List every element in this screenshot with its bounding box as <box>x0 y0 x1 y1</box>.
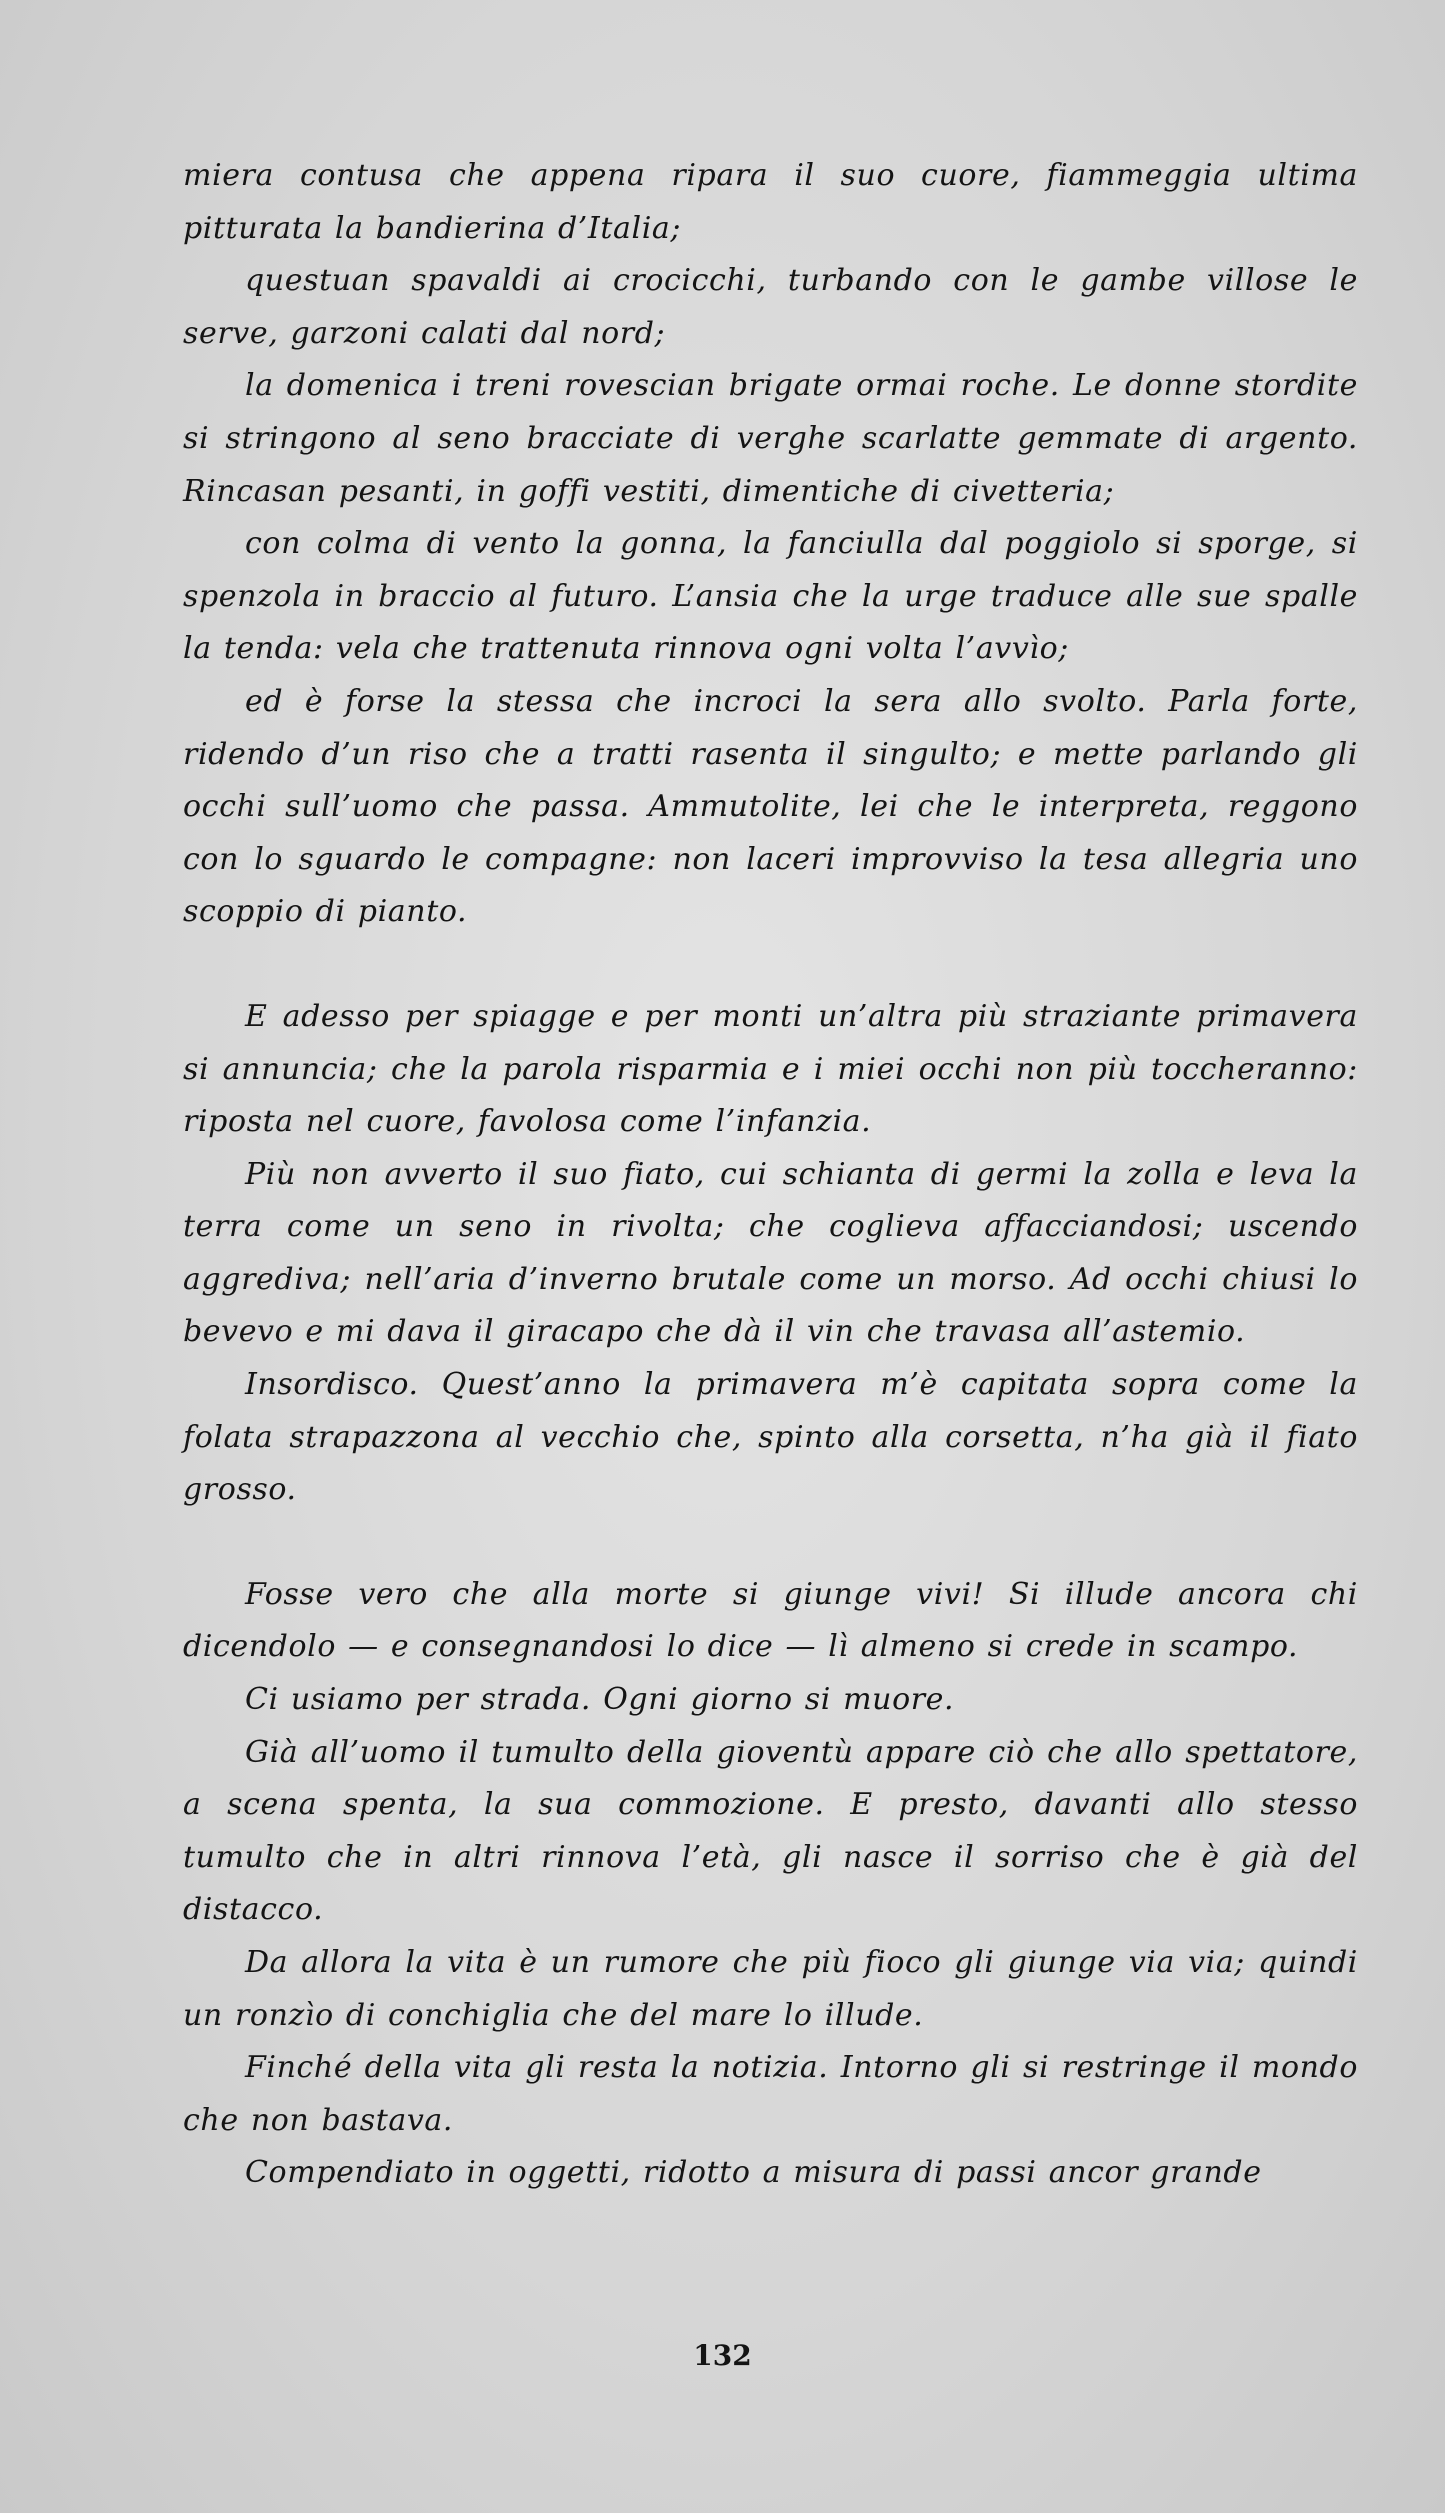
body-text <box>183 150 1358 2200</box>
page-number: 132 <box>693 2339 752 2372</box>
paragraph: Già all’uomo il tumulto della gioventù appare ciò che allo spettatore, a scena spenta, la sua commozione. E presto, davanti allo stesso tumulto che in altri rinnova l’età, gli nasce il sorriso che è già del distacco. <box>183 1734 1358 1928</box>
paragraph: E adesso per spiagge e per monti un’altra più straziante primavera si annuncia; che la parola risparmia e i miei occhi non più toccheranno: riposta nel cuore, favolosa come l’infanzia. <box>183 998 1358 1140</box>
paragraph: questuan spavaldi ai crocicchi, turbando con le gambe villose le serve, garzoni calati dal nord; <box>183 263 1358 351</box>
paragraph: la domenica i treni rovescian brigate ormai roche. Le donne stordite si stringono al seno bracciate di verghe scarlatte gemmate di argento. Rincasan pesanti, in goffi vestiti, dimentiche di civetteria; <box>183 368 1358 509</box>
paragraph: Fosse vero che alla morte si giunge vivi! Si illude ancora chi dicendolo — e consegnandosi lo dice — lì almeno si crede in scampo. <box>183 1576 1358 1665</box>
paragraph: miera contusa che appena ripara il suo cuore, fiammeggia ultima pitturata la bandierina d’Italia; <box>183 158 1358 246</box>
section-3 <box>183 1569 1358 2200</box>
paragraph: Da allora la vita è un rumore che più fioco gli giunge via via; quindi un ronzìo di conchiglia che del mare lo illude. <box>183 1945 1358 2033</box>
paragraph: Ci usiamo per strada. Ogni giorno si muore. <box>245 1682 955 1718</box>
paragraph: Più non avverto il suo fiato, cui schianta di germi la zolla e leva la terra come un seno in rivolta; che coglieva affacciandosi; uscendo aggrediva; nell’aria d’inverno brutale come un morso. Ad occhi chiusi lo bevevo e mi dava il giracapo che dà il vin che travasa all’astemio. <box>183 1156 1358 1350</box>
paragraph: con colma di vento la gonna, la fanciulla dal poggiolo si sporge, si spenzola in braccio al futuro. L’ansia che la urge traduce alle sue spalle la tenda: vela che trattenuta rinnova ogni volta l’avvìo; <box>183 526 1358 667</box>
paragraph: ed è forse la stessa che incroci la sera allo svolto. Parla forte, ridendo d’un riso che a tratti rasenta il singulto; e mette parlando gli occhi sull’uomo che passa. Ammutolite, lei che le interpreta, reggono con lo sguardo le compagne: non laceri improvviso la tesa allegria uno scoppio di pianto. <box>183 683 1358 930</box>
paragraph: Compendiato in oggetti, ridotto a misura di passi ancor grande <box>245 2155 1262 2191</box>
section-1 <box>183 150 1358 939</box>
section-2 <box>183 991 1358 1517</box>
paragraph: Finché della vita gli resta la notizia. Intorno gli si restringe il mondo che non bastava. <box>183 2050 1358 2138</box>
paragraph: Insordisco. Quest’anno la primavera m’è capitata sopra come la folata strapazzona al vecchio che, spinto alla corsetta, n’ha già il fiato grosso. <box>183 1367 1358 1508</box>
